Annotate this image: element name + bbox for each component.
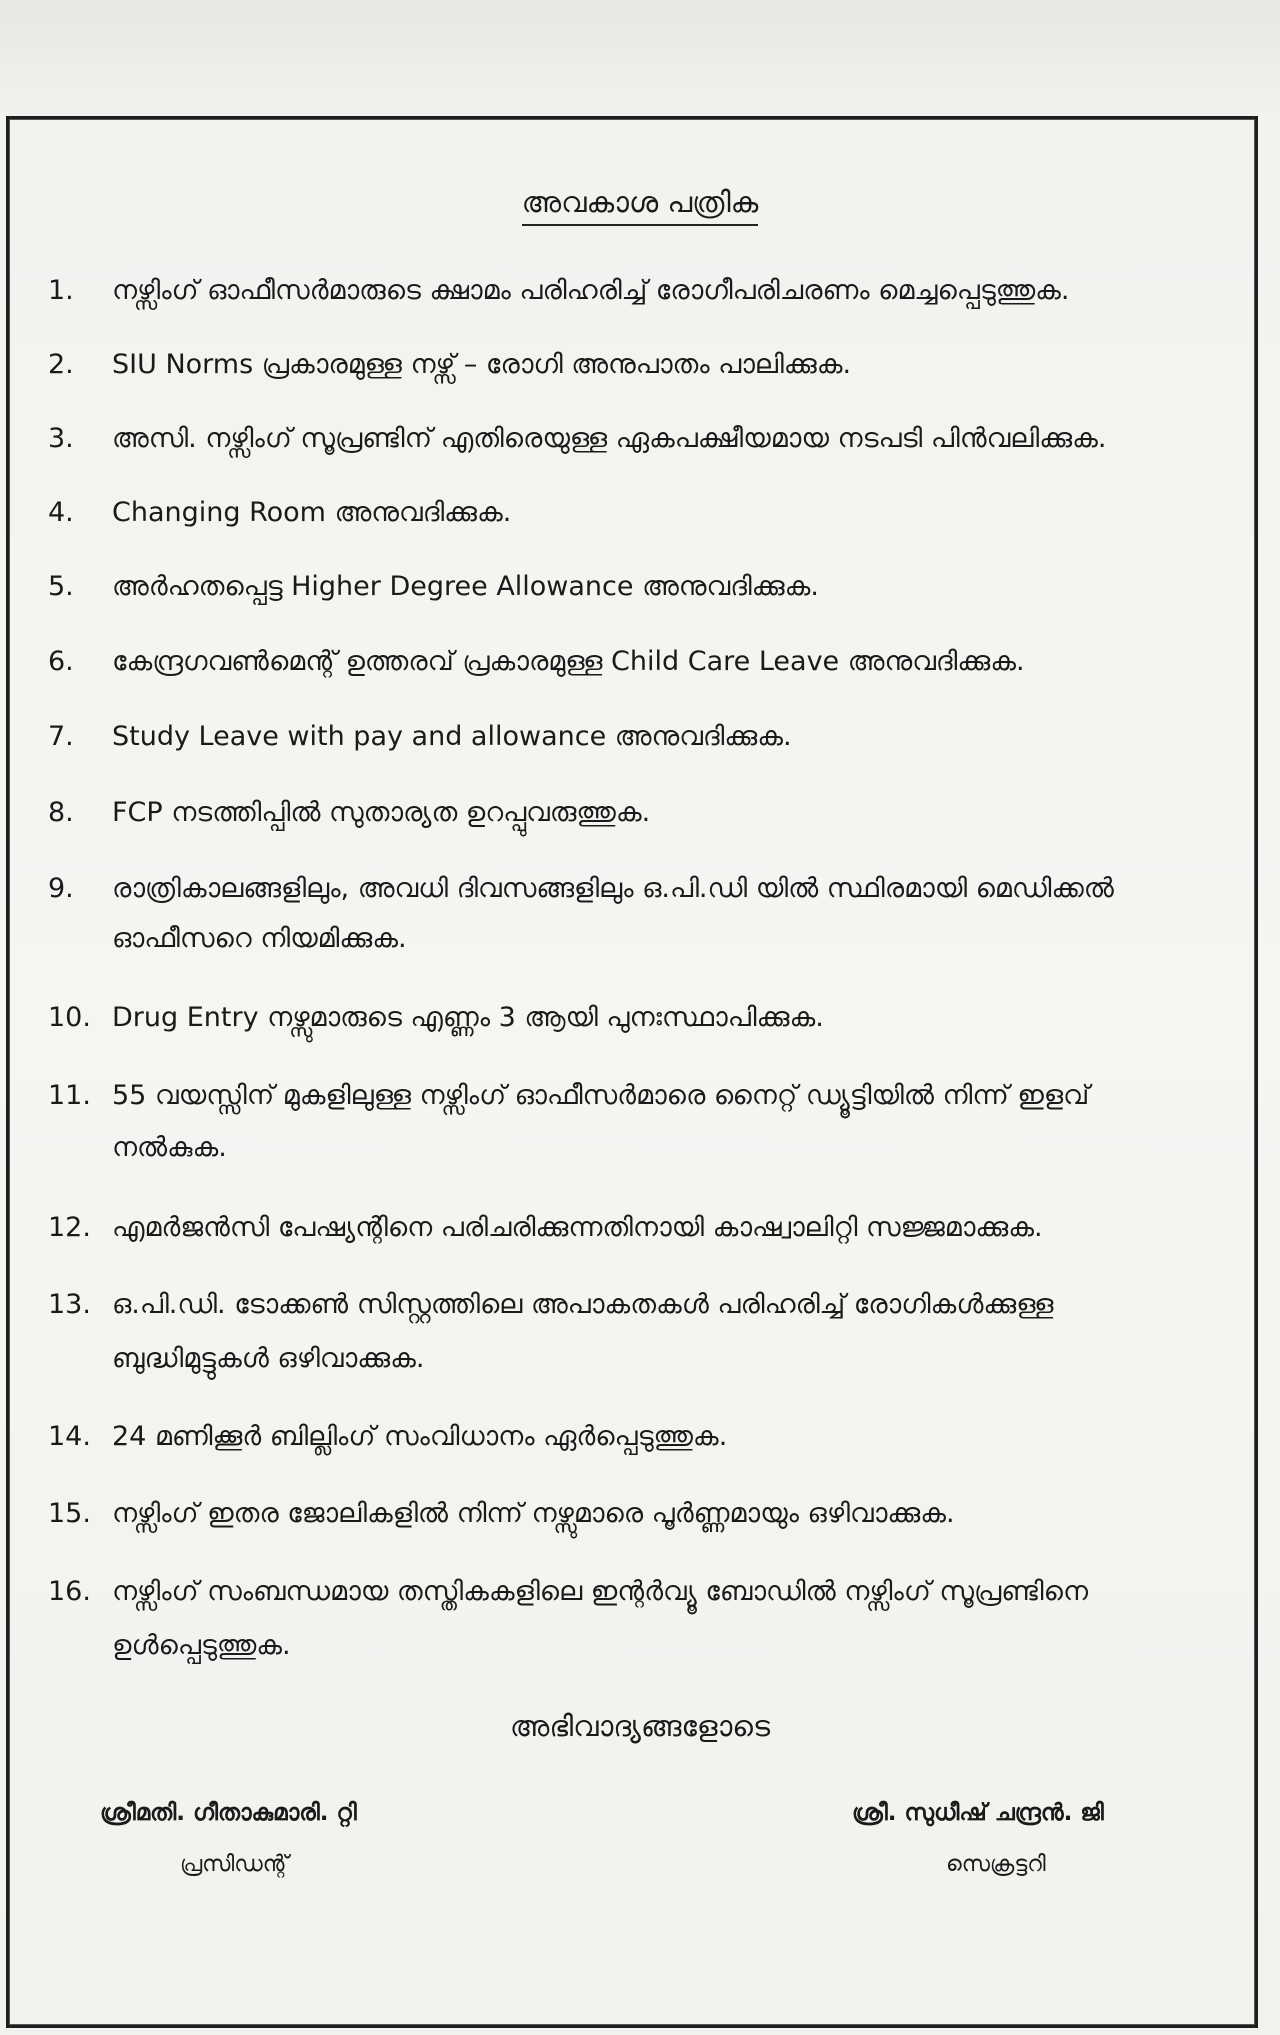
signatory-name-secretary: ശ്രീ. സുധീഷ് ചന്ദ്രൻ. ജി [852,1800,1104,1826]
closing-greeting: അഭിവാദ്യങ്ങളോടെ [509,1709,771,1743]
item-text: 24 മണിക്കൂർ ബില്ലിംഗ് സംവിധാനം ഏർപ്പെടുത്തുക. [112,1421,728,1452]
item-text: ഒ.പി.ഡി. ടോക്കൺ സിസ്റ്റത്തിലെ അപാകതകൾ പരിഹരിച്ച് രോഗികൾക്കുള്ള [112,1289,1054,1320]
item-number: 10. [48,1002,91,1033]
signatory-name-president: ശ്രീമതി. ഗീതാകുമാരി. റ്റി [100,1800,357,1826]
item-number: 15. [48,1498,91,1529]
item-text-continued: നൽകുക. [112,1132,227,1163]
item-text: SIU Norms പ്രകാരമുള്ള നഴ്സ് – രോഗി അനുപാതം പാലിക്കുക. [112,349,852,380]
item-number: 7. [48,721,74,752]
document-title [0,185,1280,220]
item-number: 5. [48,571,74,602]
item-text-continued: ബുദ്ധിമുട്ടുകൾ ഒഴിവാക്കുക. [112,1343,425,1374]
item-text: കേന്ദ്രഗവൺമെന്റ് ഉത്തരവ് പ്രകാരമുള്ള Child Care Leave അനുവദിക്കുക. [112,646,1025,677]
item-number: 13. [48,1289,91,1320]
item-text: രാത്രികാലങ്ങളിലും, അവധി ദിവസങ്ങളിലും ഒ.പി.ഡി യിൽ സ്ഥിരമായി മെഡിക്കൽ [112,873,1114,904]
item-text: Drug Entry നഴ്സുമാരുടെ എണ്ണം 3 ആയി പുനഃസ്ഥാപിക്കുക. [112,1002,824,1033]
item-number: 11. [48,1080,91,1111]
signatory-role-president: പ്രസിഡന്റ് [180,1852,289,1877]
item-number: 14. [48,1421,91,1452]
item-number: 16. [48,1576,91,1607]
item-text: FCP നടത്തിപ്പിൽ സുതാര്യത ഉറപ്പുവരുത്തുക. [112,797,651,828]
item-text: നഴ്സിംഗ് ഇതര ജോലികളിൽ നിന്ന് നഴ്സുമാരെ പൂർണ്ണമായും ഒഴിവാക്കുക. [112,1498,955,1529]
signatory-role-secretary: സെക്രട്ടറി [946,1852,1046,1877]
item-number: 1. [48,275,74,306]
item-text: എമർജൻസി പേഷ്യന്റിനെ പരിചരിക്കുന്നതിനായി കാഷ്വാലിറ്റി സജ്ജമാക്കുക. [112,1212,1043,1243]
item-number: 3. [48,423,74,454]
item-number: 12. [48,1212,91,1243]
item-number: 9. [48,873,74,904]
item-text: നഴ്സിംഗ് സംബന്ധമായ തസ്തികകളിലെ ഇന്റർവ്യൂ ബോഡിൽ നഴ്സിംഗ് സൂപ്രണ്ടിനെ [112,1576,1089,1607]
item-text: Study Leave with pay and allowance അനുവദിക്കുക. [112,721,792,752]
item-text: 55 വയസ്സിന് മുകളിലുള്ള നഴ്സിംഗ് ഓഫീസർമാരെ നൈറ്റ് ഡ്യൂട്ടിയിൽ നിന്ന് ഇളവ് [112,1080,1090,1111]
item-text-continued: ഓഫീസറെ നിയമിക്കുക. [112,923,407,954]
item-text: അസി. നഴ്സിംഗ് സൂപ്രണ്ടിന് എതിരെയുള്ള ഏകപക്ഷീയമായ നടപടി പിൻവലിക്കുക. [112,423,1107,454]
item-text: Changing Room അനുവദിക്കുക. [112,497,512,528]
item-number: 4. [48,497,74,528]
item-number: 2. [48,349,74,380]
item-text: അർഹതപ്പെട്ട Higher Degree Allowance അനുവദിക്കുക. [112,571,819,602]
item-number: 8. [48,797,74,828]
document-title-text: അവകാശ പത്രിക [522,185,759,226]
item-text-continued: ഉൾപ്പെടുത്തുക. [112,1630,291,1661]
item-number: 6. [48,646,74,677]
item-text: നഴ്സിംഗ് ഓഫീസർമാരുടെ ക്ഷാമം പരിഹരിച്ച് രോഗീപരിചരണം മെച്ചപ്പെടുത്തുക. [112,275,1070,306]
